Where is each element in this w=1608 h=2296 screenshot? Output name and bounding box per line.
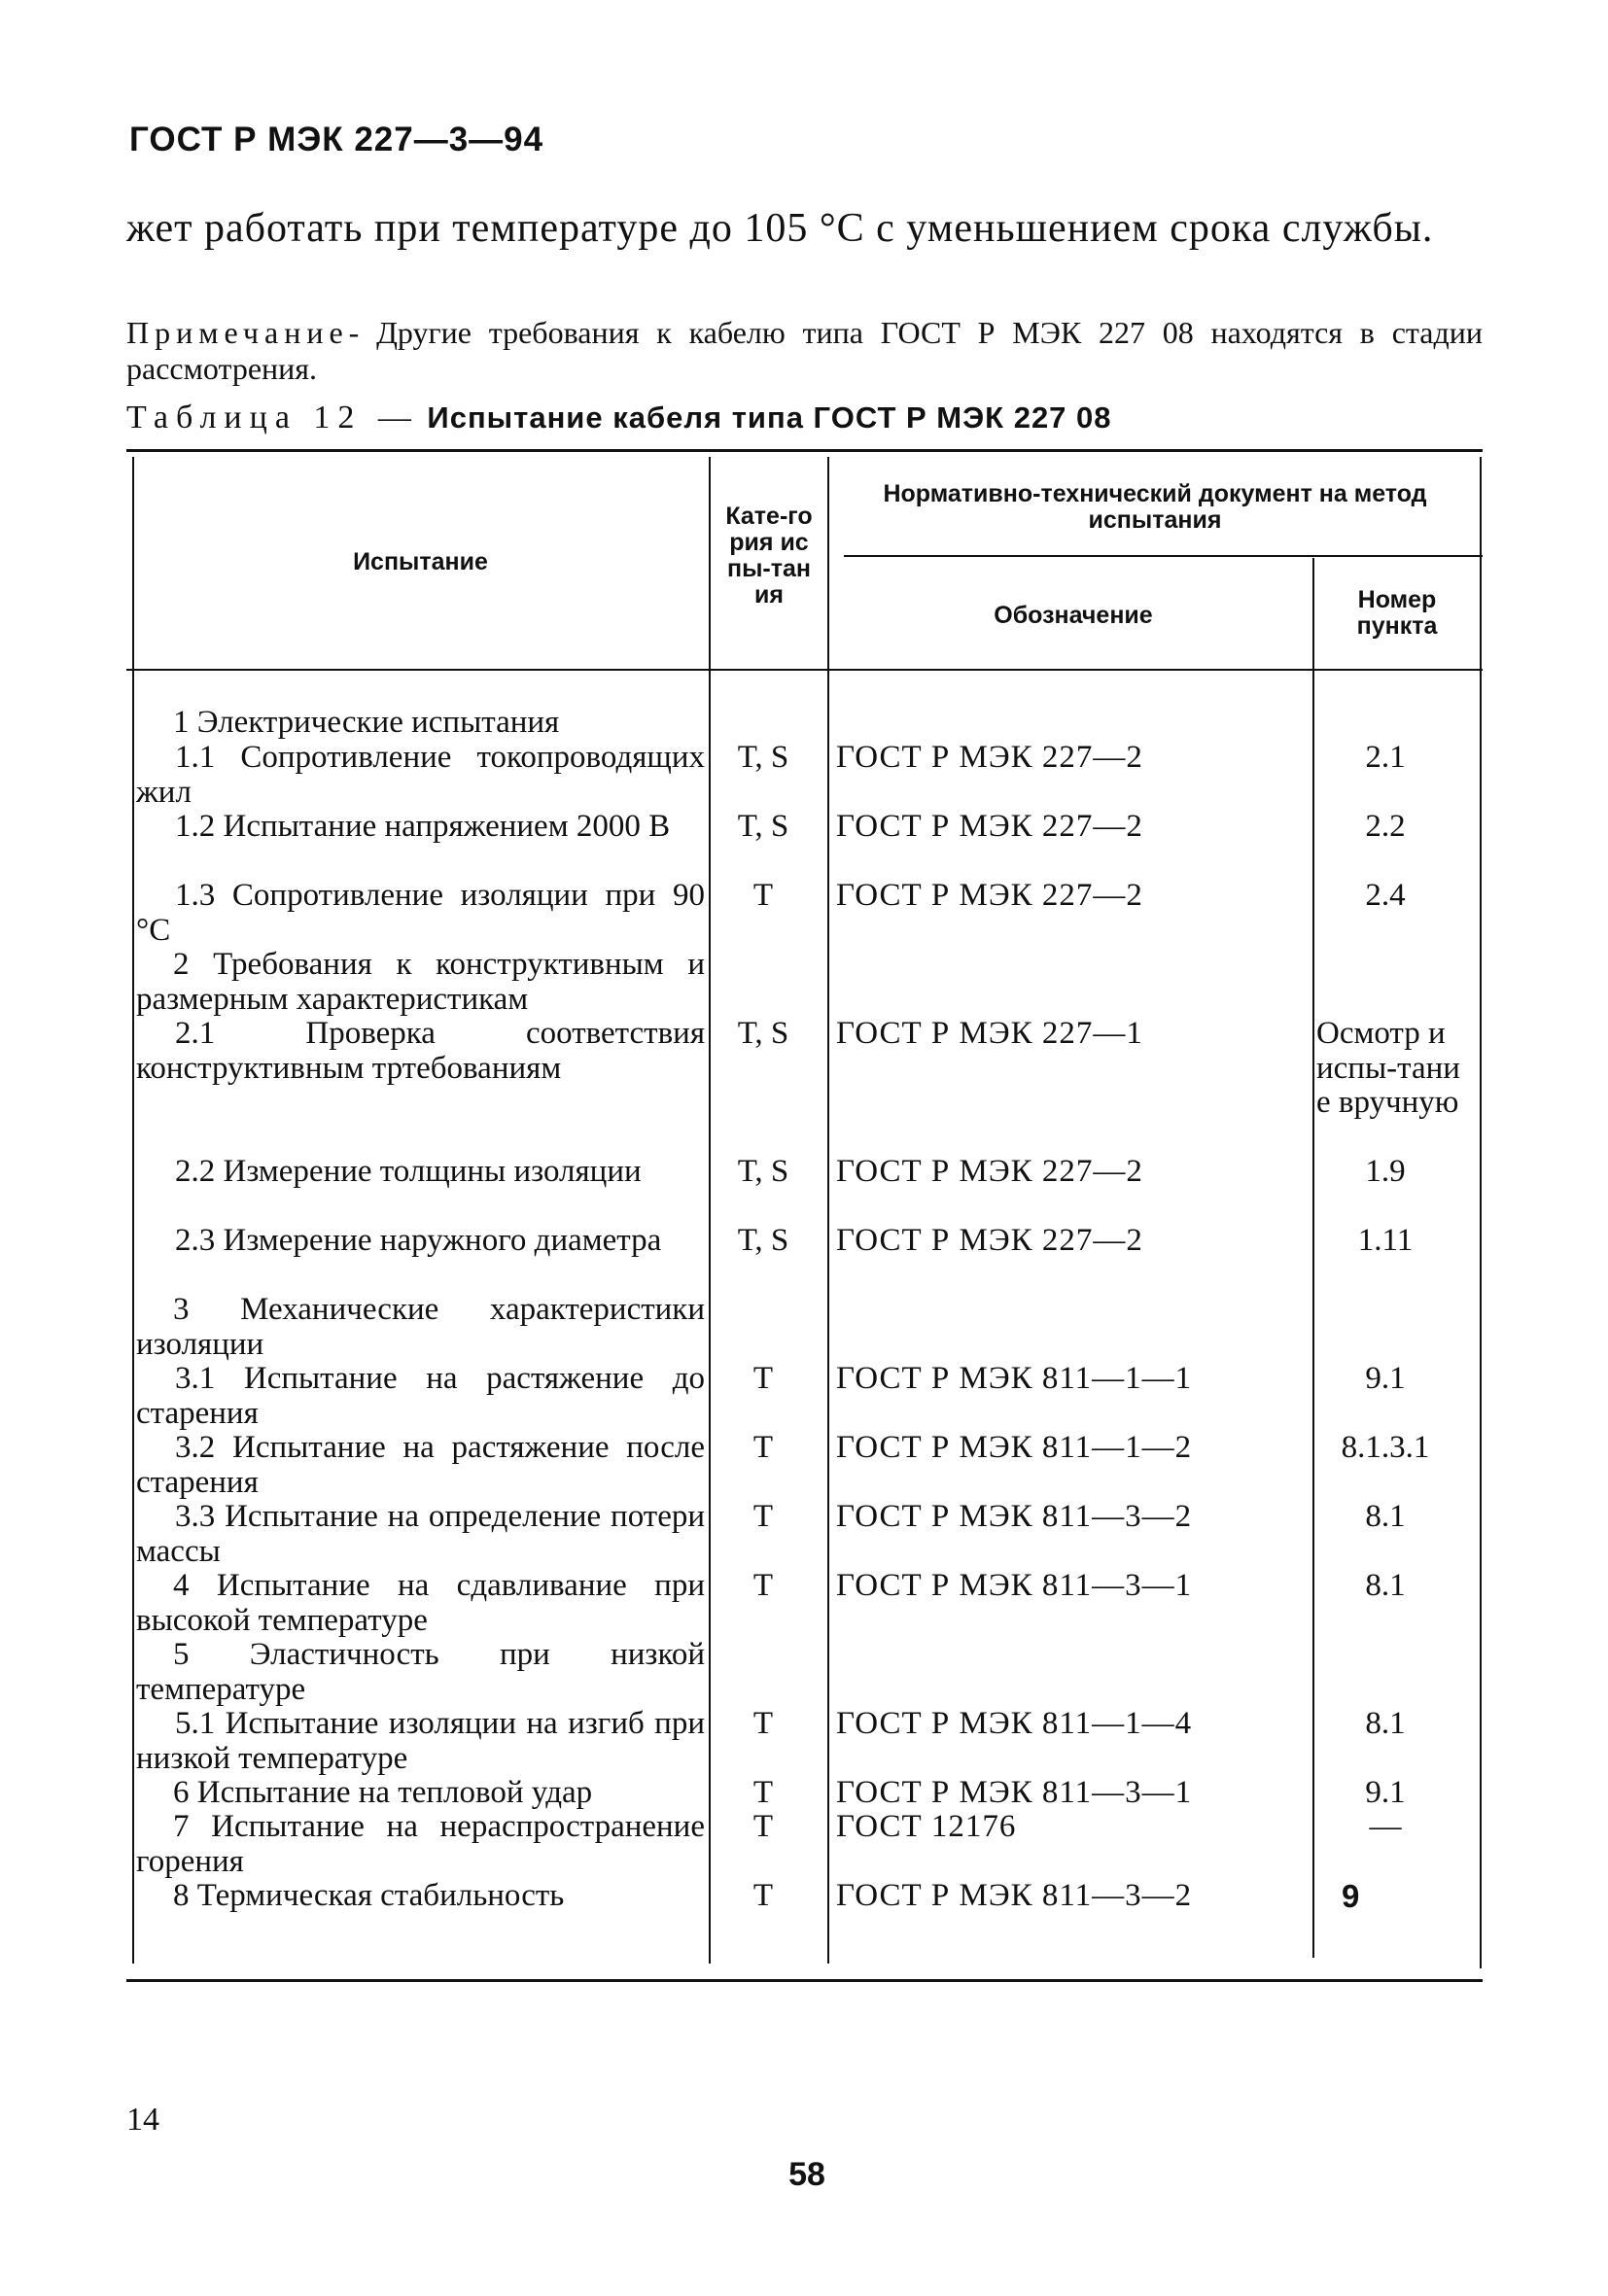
table-caption: [126, 400, 1112, 436]
column-divider-doc: [827, 457, 829, 1964]
table-row-doc: ГОСТ Р МЭК 811—3—2: [836, 1499, 1193, 1534]
table-row-clause: 2.2: [1365, 809, 1406, 844]
table-bottom-rule: [126, 1979, 1483, 1982]
table-row-doc: ГОСТ Р МЭК 227—2: [836, 809, 1143, 844]
header-clause: Номер пункта: [1356, 586, 1438, 640]
page-number-center: 58: [788, 2156, 825, 2193]
table-row-clause: 1.9: [1365, 1154, 1406, 1189]
table-row-test: 1.1 Сопротивление токопроводящих жил: [136, 740, 705, 810]
table-row-doc: ГОСТ Р МЭК 811—1—2: [836, 1430, 1193, 1465]
table-row-doc: ГОСТ Р МЭК 811—3—1: [836, 1775, 1193, 1810]
table-row-test: 5 Эластичность при низкой температуре: [136, 1637, 705, 1707]
table-row-doc: ГОСТ Р МЭК 811—3—1: [836, 1568, 1193, 1603]
table-row-category: T: [752, 1775, 774, 1810]
table-row-doc: ГОСТ 12176: [836, 1809, 1017, 1844]
table-row-test: 7 Испытание на нераспространение горения: [136, 1809, 705, 1879]
table-row-clause: —: [1369, 1809, 1402, 1844]
body-paragraph: жет работать при температуре до 105 °C с уменьшением срока службы.: [126, 206, 1434, 251]
table-row-test: 3.3 Испытание на определение потери массы: [136, 1499, 705, 1569]
table-row-test: 1 Электрические испытания: [173, 705, 560, 740]
table-row-clause: 2.1: [1365, 740, 1406, 775]
table-row-test: 1.3 Сопротивление изоляции при 90 °C: [136, 878, 705, 948]
note-label: Примечание: [126, 315, 349, 350]
table-row-test: 3 Механические характеристики изоляции: [136, 1292, 705, 1362]
header-designation: Обозначение: [994, 602, 1153, 629]
table-row-test: 3.1 Испытание на растяжение до старения: [136, 1361, 705, 1431]
table-row-clause: 9: [1342, 1878, 1360, 1914]
table-row-category: T: [752, 1430, 774, 1465]
table-row-category: T, S: [737, 809, 789, 844]
table-row-doc: ГОСТ Р МЭК 811—1—4: [836, 1706, 1193, 1741]
table-row-clause: 1.11: [1357, 1223, 1414, 1258]
note-text: - Другие требования к кабелю типа ГОСТ Р МЭК 227 08 находятся в стадии рассмотрения.: [126, 315, 1483, 386]
table-subheader-rule: [844, 555, 1483, 557]
table-top-rule: [126, 449, 1483, 452]
table-row-test: 1.2 Испытание напряжением 2000 В: [175, 809, 671, 844]
table-row-clause: 9.1: [1365, 1361, 1406, 1396]
table-row-doc: ГОСТ Р МЭК 227—2: [836, 1223, 1143, 1258]
table-row-clause: 2.4: [1365, 878, 1406, 913]
table-row-clause: 8.1: [1365, 1568, 1406, 1603]
table-row-test: 5.1 Испытание изоляции на изгиб при низкой температуре: [136, 1706, 705, 1776]
table-row-category: T: [752, 1809, 774, 1844]
table-header-rule: [126, 669, 1483, 671]
table-row-clause: 9.1: [1365, 1775, 1406, 1810]
table-row-category: T: [752, 1499, 774, 1534]
table-row-test: 3.2 Испытание на растяжение после старения: [136, 1430, 705, 1500]
table-row-doc: ГОСТ Р МЭК 227—2: [836, 1154, 1143, 1189]
header-doc-group: Нормативно-технический документ на метод испытания: [883, 480, 1427, 534]
table-row-test: 4 Испытание на сдавливание при высокой температуре: [136, 1568, 705, 1638]
table-row-clause: 8.1.3.1: [1341, 1430, 1430, 1465]
header-test: Испытание: [353, 548, 488, 575]
table-row-test: 6 Испытание на тепловой удар: [173, 1775, 593, 1810]
table-right-border: [1480, 457, 1482, 1968]
table-row-clause: 8.1: [1365, 1499, 1406, 1534]
table-row-test: 2.1 Проверка соответствия конструктивным тртебованиям: [136, 1016, 705, 1086]
column-divider-clause: [1312, 558, 1314, 1958]
page-number-left: 14: [126, 2102, 159, 2138]
table-row-doc: ГОСТ Р МЭК 811—3—2: [836, 1878, 1193, 1913]
table-row-doc: ГОСТ Р МЭК 227—2: [836, 878, 1143, 913]
table-caption-label: Таблица 12 —: [126, 400, 419, 435]
document-header: ГОСТ Р МЭК 227—3—94: [129, 121, 544, 158]
table-row-category: T, S: [737, 1154, 789, 1189]
table-row-category: T: [752, 1878, 774, 1913]
table-row-doc: ГОСТ Р МЭК 227—1: [836, 1016, 1143, 1051]
table-row-test: 8 Термическая стабильность: [173, 1878, 565, 1913]
table-row-category: T: [752, 1568, 774, 1603]
table-row-category: T, S: [737, 1223, 789, 1258]
table-row-doc: ГОСТ Р МЭК 811—1—1: [836, 1361, 1193, 1396]
header-category: Кате-гория испы-тания: [725, 503, 813, 609]
table-row-test: 2.3 Измерение наружного диаметра: [175, 1223, 662, 1258]
table-row-clause: 8.1: [1365, 1706, 1406, 1741]
table-row-category: T: [752, 1361, 774, 1396]
table-row-test: 2 Требования к конструктивным и размерным характеристикам: [136, 947, 705, 1017]
table-row-category: T: [752, 878, 774, 913]
table-row-category: T, S: [737, 740, 789, 775]
table-row-category: T, S: [737, 1016, 789, 1051]
note-paragraph: [126, 315, 1483, 387]
table-row-clause: Осмотр и испы-тание вручную: [1316, 1016, 1460, 1120]
table-caption-title: Испытание кабеля типа ГОСТ Р МЭК 227 08: [427, 400, 1112, 435]
table-left-border: [132, 457, 134, 1964]
table-row-doc: ГОСТ Р МЭК 227—2: [836, 740, 1143, 775]
table-row-test: 2.2 Измерение толщины изоляции: [175, 1154, 642, 1189]
table-row-category: T: [752, 1706, 774, 1741]
